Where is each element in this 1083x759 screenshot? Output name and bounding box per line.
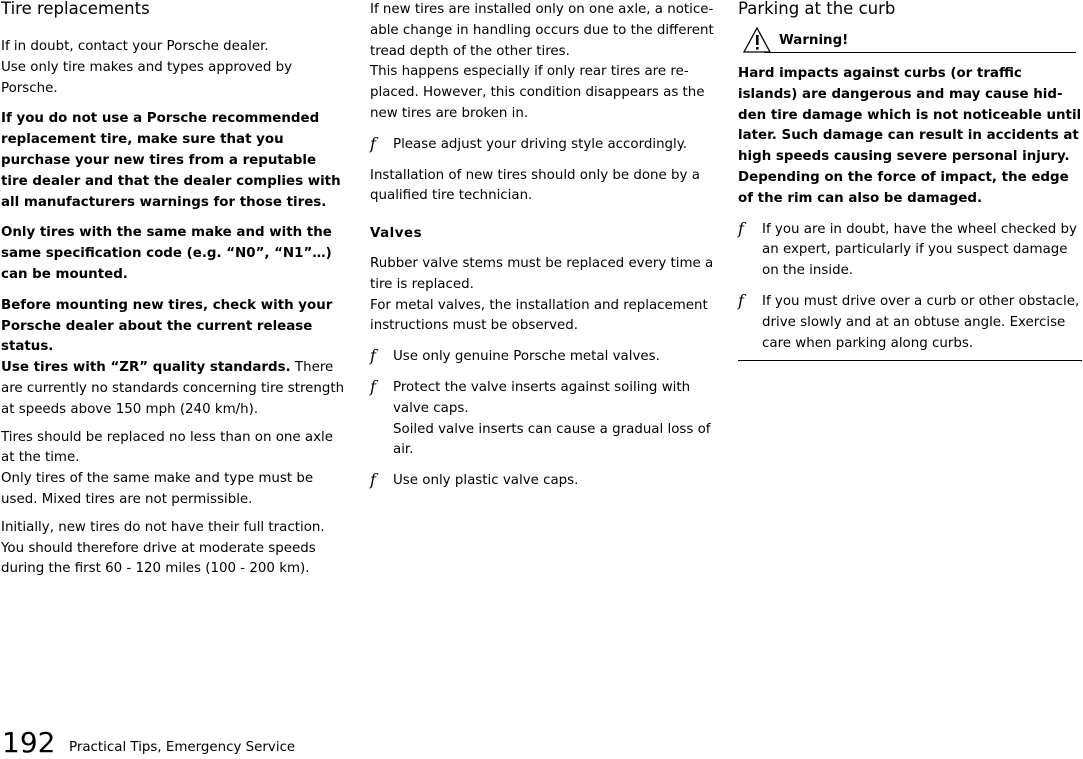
warning-label: Warning! (779, 33, 849, 48)
list-item-text: If you are in doubt, have the wheel checked by an expert, particularly if you suspect damage on the inside. (762, 221, 1077, 279)
section-heading-parking: Parking at the curb (738, 0, 896, 18)
column-right (738, 0, 1082, 361)
list-item (738, 220, 1082, 282)
column-left (1, 0, 345, 580)
paragraph: Use only tire makes and types approved by Porsche. (1, 59, 293, 96)
bullet-mark: f (370, 133, 376, 153)
bold-paragraph: Only tires with the same make and with the same specification code (e.g. “N0”, “N1”…) can be mounted. (1, 225, 332, 282)
paragraph: Installation of new tires should only be done by a qualified tire technician. (370, 167, 700, 204)
bullet-mark: f (738, 218, 744, 238)
paragraph: Only tires of the same make and type must be used. Mixed tires are not permissible. (1, 471, 314, 507)
bullet-mark: f (738, 290, 744, 310)
bullet-mark: f (370, 470, 376, 490)
footer-section-title: Practical Tips, Emergency Service (69, 740, 296, 755)
warning-end-rule (738, 360, 1082, 361)
paragraph: If new tires are installed only on one axle, a noticeable change in handling occurs due to the different tread depth of the other tires. (370, 2, 714, 59)
list-item-text: If you must drive over a curb or other obstacle, drive slowly and at an obtuse angle. Exercise care when parking along curbs. (762, 293, 1080, 351)
list-item-text: Soiled valve inserts can cause a gradual loss of air. (393, 421, 711, 458)
paragraph: If in doubt, contact your Porsche dealer. (1, 39, 269, 54)
list-item-text: Use only genuine Porsche metal valves. (393, 349, 660, 365)
bullet-mark: f (370, 346, 376, 366)
list-item (370, 471, 716, 492)
list-item (370, 347, 716, 368)
section-heading-tire-replacements: Tire replacements (1, 0, 150, 18)
list-item-text: Protect the valve inserts against soiling with valve caps. (393, 379, 691, 416)
paragraph: Initially, new tires do not have their full traction. You should therefore drive at moderate speeds during the first 60 - 120 miles (100 - 200 km). (1, 519, 325, 577)
zr-bold-lead: Use tires with “ZR” quality standards. (1, 360, 291, 376)
paragraph: Tires should be replaced no less than on one axle at the time. (1, 429, 334, 466)
column-middle (370, 0, 716, 492)
zr-rest: There are currently no standards concerning tire strength at speeds above 150 mph (240 km/h). (1, 360, 345, 417)
warning-header (738, 28, 1082, 54)
warning-text: Hard impacts against curbs (or traffic islands) are dangerous and may cause hidden tire damage which is not noticeable until later. Such damage can result in accidents at high speeds causing severe personal injury. Depending on the force of impact, the edge of the rim can also be damaged. (738, 66, 1082, 206)
paragraph: This happens especially if only rear tires are replaced. However, this condition disappears as the new tires are broken in. (370, 64, 705, 121)
bullet-mark: f (370, 376, 376, 396)
paragraph-zr (1, 358, 345, 420)
paragraph: Rubber valve stems must be replaced every time a tire is replaced. (370, 255, 714, 292)
list-item (370, 378, 716, 461)
paragraph: For metal valves, the installation and replacement instructions must be observed. (370, 297, 708, 334)
warning-triangle-icon (740, 26, 776, 58)
list-item (370, 135, 716, 156)
warning-rule (764, 52, 1076, 53)
list-item (738, 292, 1082, 354)
page-number: 192 (2, 726, 56, 759)
bold-paragraph: If you do not use a Porsche recommended replacement tire, make sure that you purchase your new tires from a reputable tire dealer and that the dealer complies with all manufacturers warnings for those tires. (1, 111, 341, 210)
list-item-text: Please adjust your driving style accordingly. (393, 136, 688, 152)
list-item-text: Use only plastic valve caps. (393, 473, 579, 489)
subheading-valves: Valves (370, 226, 423, 242)
bold-paragraph: Before mounting new tires, check with your Porsche dealer about the current release status. (1, 297, 333, 355)
